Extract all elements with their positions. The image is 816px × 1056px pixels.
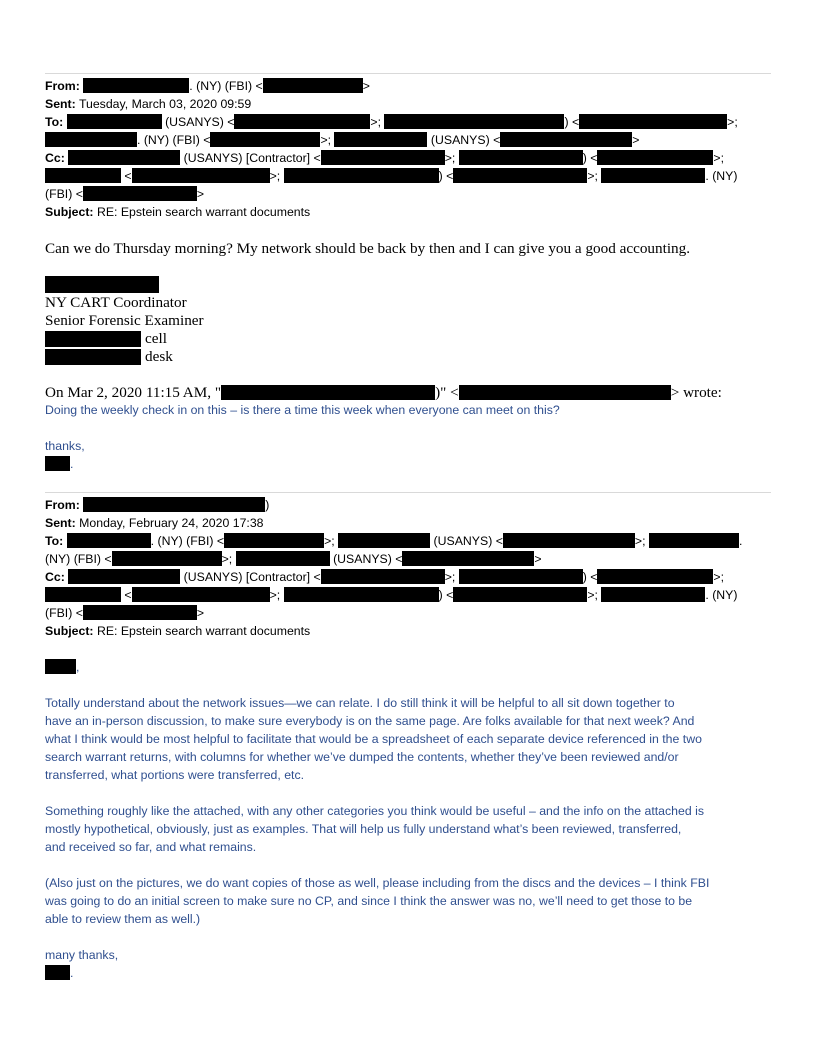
from-label: From: bbox=[45, 498, 80, 512]
redaction bbox=[597, 150, 713, 165]
subject-value: RE: Epstein search warrant documents bbox=[96, 624, 311, 638]
email1-from-line: From: . (NY) (FBI) < > bbox=[45, 79, 370, 93]
redaction bbox=[321, 150, 445, 165]
subject-value: RE: Epstein search warrant documents bbox=[96, 205, 311, 219]
cc-label: Cc: bbox=[45, 570, 65, 584]
email1-to-line-2: . (NY) (FBI) < >; (USANYS) < > bbox=[45, 131, 775, 149]
redaction bbox=[284, 587, 439, 602]
email2-from-line: From: ) bbox=[45, 498, 270, 512]
redaction bbox=[221, 385, 435, 400]
redaction bbox=[67, 114, 162, 129]
email1-subject-line bbox=[45, 203, 775, 221]
signature-title-1: NY CART Coordinator bbox=[45, 294, 187, 311]
redaction bbox=[234, 114, 370, 129]
to-label: To: bbox=[45, 115, 64, 129]
redaction bbox=[384, 114, 564, 129]
email1-sent-line bbox=[45, 95, 775, 113]
to-label: To: bbox=[45, 534, 64, 548]
redaction bbox=[112, 551, 222, 566]
redaction bbox=[338, 533, 430, 548]
signature-cell-label: cell bbox=[145, 330, 167, 347]
signature-desk-redaction bbox=[45, 349, 141, 365]
redaction bbox=[597, 569, 713, 584]
closing-signature: . bbox=[45, 964, 73, 982]
redaction bbox=[321, 569, 445, 584]
email2-to-line-1: To: . (NY) (FBI) < >; (USANYS) < >; . bbox=[45, 534, 743, 548]
email2-cc-line-1: Cc: (USANYS) [Contractor] < >; ) < >; bbox=[45, 570, 725, 584]
redaction bbox=[402, 551, 534, 566]
subject-label: Subject: bbox=[45, 624, 94, 638]
redaction bbox=[45, 659, 76, 674]
email1-cc-line-2: < >; ) < >; . (NY) bbox=[45, 167, 775, 185]
redaction bbox=[67, 533, 151, 548]
signature-title-2: Senior Forensic Examiner bbox=[45, 312, 204, 329]
email2-cc-line-3: (FBI) < > bbox=[45, 606, 205, 620]
email1-cc-line-3: (FBI) < > bbox=[45, 187, 205, 201]
redaction bbox=[649, 533, 739, 548]
redaction bbox=[500, 132, 632, 147]
sent-value: Monday, February 24, 2020 17:38 bbox=[79, 516, 264, 530]
redaction bbox=[45, 132, 137, 147]
quote-signature: . bbox=[45, 455, 73, 473]
redaction bbox=[284, 168, 439, 183]
redaction bbox=[45, 168, 121, 183]
redaction bbox=[453, 587, 587, 602]
quote-thanks: thanks, bbox=[45, 439, 85, 453]
redaction bbox=[601, 587, 705, 602]
reply-body: Can we do Thursday morning? My network should be back by then and I can give you a good accounting. bbox=[45, 240, 691, 257]
email1-cc-line-1: Cc: (USANYS) [Contractor] < >; ) < >; bbox=[45, 151, 725, 165]
redaction bbox=[83, 78, 189, 93]
redaction bbox=[334, 132, 427, 147]
redaction bbox=[132, 168, 270, 183]
redaction bbox=[579, 114, 727, 129]
header-divider-2 bbox=[45, 492, 771, 493]
redaction bbox=[68, 150, 180, 165]
redaction bbox=[459, 569, 583, 584]
email1-to-line-1: To: (USANYS) < >; ) < >; bbox=[45, 115, 738, 129]
email2-to-line-2: (NY) (FBI) < >; (USANYS) < > bbox=[45, 552, 542, 566]
redaction bbox=[601, 168, 705, 183]
redaction bbox=[459, 150, 583, 165]
redaction bbox=[459, 385, 671, 400]
redaction bbox=[45, 965, 70, 980]
greeting: , bbox=[45, 658, 79, 676]
redaction bbox=[83, 605, 197, 620]
quote-intro: On Mar 2, 2020 11:15 AM, " )" < > wrote: bbox=[45, 384, 722, 401]
from-label: From: bbox=[45, 79, 80, 93]
redaction bbox=[263, 78, 363, 93]
signature-cell-redaction bbox=[45, 331, 141, 347]
signature-desk-label: desk bbox=[145, 348, 173, 365]
email2-sent-line bbox=[45, 514, 775, 532]
subject-label: Subject: bbox=[45, 205, 94, 219]
redaction bbox=[210, 132, 320, 147]
redaction bbox=[132, 587, 270, 602]
cc-label: Cc: bbox=[45, 151, 65, 165]
paragraph-3: (Also just on the pictures, we do want copies of those as well, please including from the discs and the devices – I think FBI was going to do an initial screen to make sure no CP, and since I think the answer was no, we’ll need to get those to be able to review them as well.) bbox=[45, 876, 710, 926]
redaction bbox=[236, 551, 330, 566]
redaction bbox=[224, 533, 324, 548]
email2-cc-line-2: < >; ) < >; . (NY) bbox=[45, 586, 775, 604]
header-divider-1 bbox=[45, 73, 771, 74]
signature-name-redaction bbox=[45, 276, 159, 293]
redaction bbox=[503, 533, 635, 548]
redaction bbox=[83, 186, 197, 201]
redaction bbox=[453, 168, 587, 183]
paragraph-1: Totally understand about the network issues—we can relate. I do still think it will be helpful to all sit down together to have an in-person discussion, to make sure everybody is on the same page. Are folks available for that next week? And what I think would be most helpful to facilitate that would be a spreadsheet of each separate device referenced in the two search warrant returns, with columns for whether we’ve dumped the contents, whether they’ve been reviewed and/or transferred, what portions were transferred, etc. bbox=[45, 696, 702, 782]
redaction bbox=[45, 587, 121, 602]
quote-body: Doing the weekly check in on this – is there a time this week when everyone can meet on this? bbox=[45, 403, 560, 417]
redaction bbox=[68, 569, 180, 584]
email2-subject-line bbox=[45, 622, 775, 640]
redaction bbox=[83, 497, 265, 512]
sent-label: Sent: bbox=[45, 516, 76, 530]
closing: many thanks, bbox=[45, 948, 119, 962]
sent-value: Tuesday, March 03, 2020 09:59 bbox=[78, 97, 252, 111]
paragraph-2: Something roughly like the attached, with any other categories you think would be useful – and the info on the attached is mostly hypothetical, obviously, just as examples. That will help us fully understand what’s been reviewed, transferred, and received so far, and what remains. bbox=[45, 804, 704, 854]
sent-label: Sent: bbox=[45, 97, 76, 111]
redaction bbox=[45, 456, 70, 471]
